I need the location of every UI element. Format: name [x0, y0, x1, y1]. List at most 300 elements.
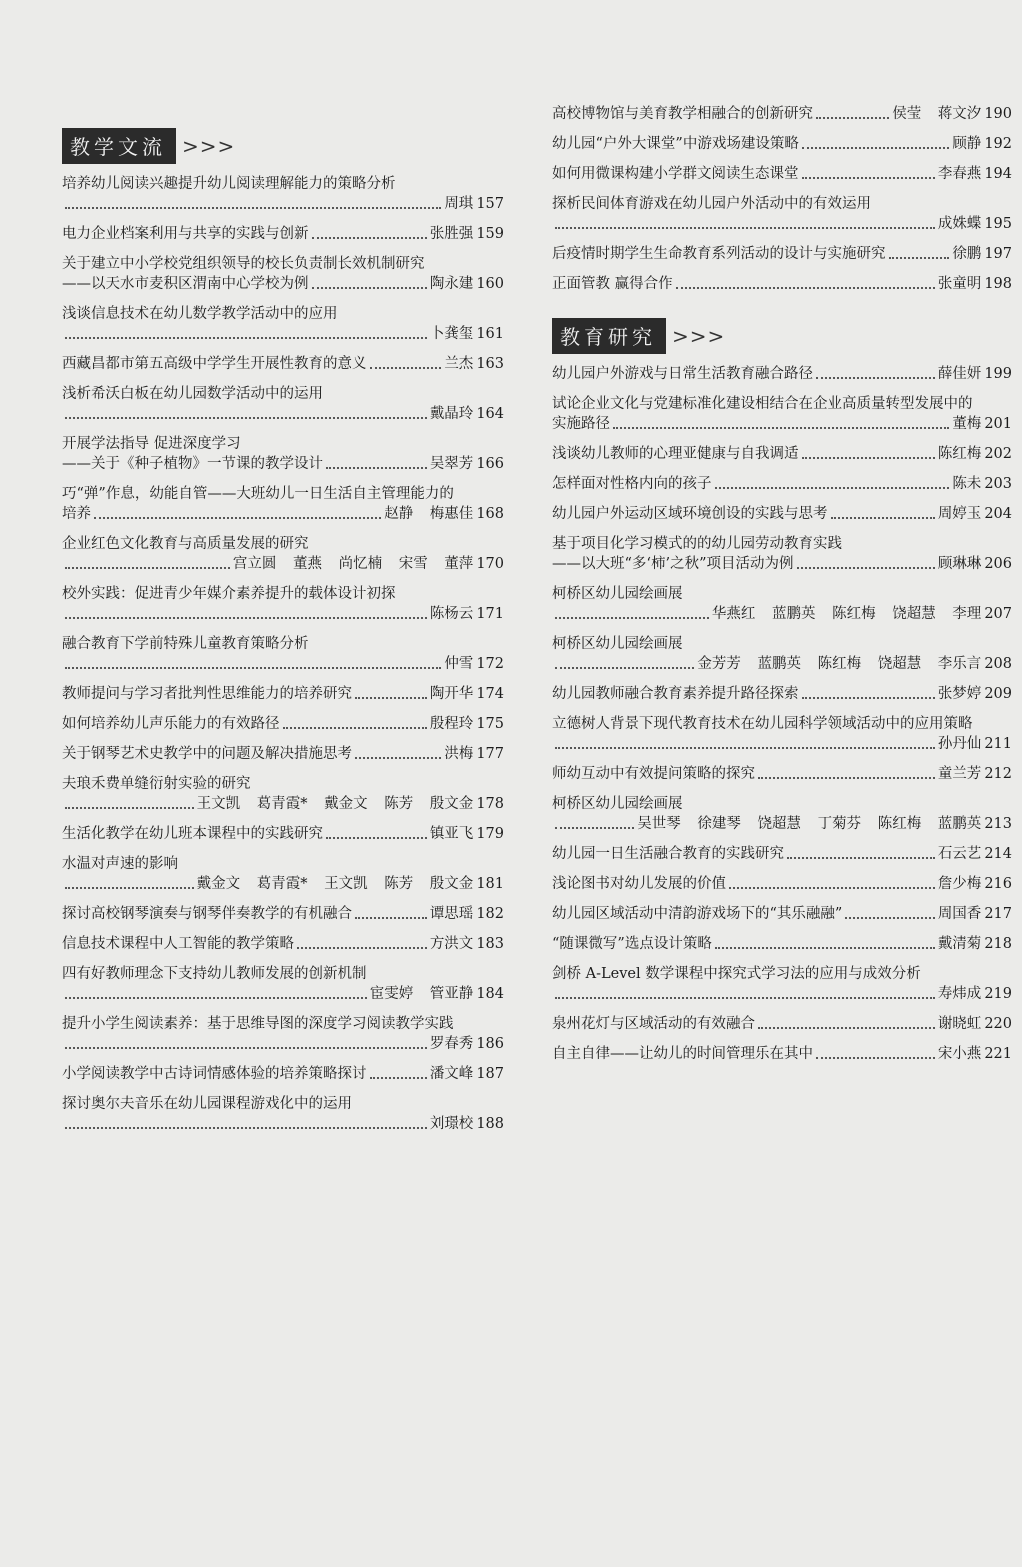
entry-title: 怎样面对性格内向的孩子: [552, 476, 712, 492]
toc-entry: [62, 304, 504, 344]
toc-title-line: [62, 224, 504, 244]
entry-authors: 顾静: [952, 136, 982, 152]
dot-leader: [65, 887, 194, 889]
toc-entry: [552, 364, 1012, 384]
toc-title-line: [552, 164, 1012, 184]
toc-title-line: [62, 504, 504, 524]
entry-authors: 赵静 梅惠佳: [384, 506, 474, 522]
page-number: 204: [984, 506, 1012, 522]
page-number: 209: [984, 686, 1012, 702]
entry-title: 探析民间体育游戏在幼儿园户外活动中的有效运用: [552, 196, 871, 212]
page-number: 186: [476, 1036, 504, 1052]
toc-entry: [552, 194, 1012, 234]
dot-leader: [65, 1127, 427, 1129]
toc-title-line: [552, 964, 1012, 984]
toc-title-line: [552, 794, 1012, 814]
toc-title-line: [62, 584, 504, 604]
entry-authors: 孙丹仙: [937, 736, 982, 752]
entry-title: 提升小学生阅读素养：基于思维导图的深度学习阅读教学实践: [62, 1016, 454, 1032]
entry-title: 开展学法指导 促进深度学习: [62, 436, 241, 452]
toc-title-line: [62, 774, 504, 794]
entry-authors: 宫立圆 董燕 尚忆楠 宋雪 董萍: [232, 556, 474, 572]
toc-title-line: [62, 964, 504, 984]
toc-title-line: [552, 874, 1012, 894]
entry-authors: 殷程玲: [429, 716, 474, 732]
toc-title-line: [62, 634, 504, 654]
entry-title: 探讨高校钢琴演奏与钢琴伴奏教学的有机融合: [62, 906, 352, 922]
entry-authors: 陶永建: [429, 276, 474, 292]
entry-authors: 周国香: [937, 906, 982, 922]
entry-title: 培养: [62, 506, 91, 522]
entry-title: 浅谈信息技术在幼儿数学教学活动中的应用: [62, 306, 338, 322]
page-number: 202: [984, 446, 1012, 462]
page-number: 194: [984, 166, 1012, 182]
entry-title: 幼儿园教师融合教育素养提升路径探索: [552, 686, 799, 702]
toc-author-line: [62, 794, 504, 814]
toc-entry: [62, 964, 504, 1004]
entry-title: 如何用微课构建小学群文阅读生态课堂: [552, 166, 799, 182]
toc-title-line: [552, 554, 1012, 574]
entry-title: 立德树人背景下现代教育技术在幼儿园科学领域活动中的应用策略: [552, 716, 973, 732]
entry-title: 浅析希沃白板在幼儿园数学活动中的运用: [62, 386, 323, 402]
entry-title: 生活化教学在幼儿班本课程中的实践研究: [62, 826, 323, 842]
toc-entry: [62, 584, 504, 624]
entry-authors: 顾琳琳: [937, 556, 982, 572]
dot-leader: [802, 697, 935, 699]
toc-title-line: [62, 824, 504, 844]
toc-entry: [552, 274, 1012, 294]
toc-author-line: [552, 814, 1012, 834]
page-number: 171: [476, 606, 504, 622]
entry-authors: 王文凯 葛青霞* 戴金文 陈芳 殷文金: [196, 796, 474, 812]
toc-title-line: [62, 534, 504, 554]
page-number: 170: [476, 556, 504, 572]
dot-leader: [802, 457, 935, 459]
section-arrow: >>>: [182, 134, 236, 158]
dot-leader: [555, 227, 935, 229]
entry-authors: 谢晓虹: [937, 1016, 982, 1032]
entry-title: 后疫情时期学生生命教育系列活动的设计与实施研究: [552, 246, 886, 262]
entry-title: 如何培养幼儿声乐能力的有效路径: [62, 716, 280, 732]
entry-authors: 张胜强: [429, 226, 474, 242]
toc-entry: [62, 904, 504, 924]
toc-entry: [62, 1094, 504, 1134]
dot-leader: [676, 287, 935, 289]
page-number: 195: [984, 216, 1012, 232]
entry-title: 培养幼儿阅读兴趣提升幼儿阅读理解能力的策略分析: [62, 176, 396, 192]
toc-title-line: [552, 534, 1012, 554]
entry-authors: 张梦婷: [937, 686, 982, 702]
toc-author-line: [62, 554, 504, 574]
dot-leader: [816, 117, 889, 119]
entry-authors: 镇亚飞: [429, 826, 474, 842]
entry-title: 夫琅禾费单缝衍射实验的研究: [62, 776, 251, 792]
toc-title-line: [552, 1044, 1012, 1064]
toc-title-line: [62, 254, 504, 274]
toc-author-line: [62, 654, 504, 674]
entry-authors: 潘文峰: [429, 1066, 474, 1082]
entry-title: 幼儿园“户外大课堂”中游戏场建设策略: [552, 136, 799, 152]
entry-title: 探讨奥尔夫音乐在幼儿园课程游戏化中的运用: [62, 1096, 352, 1112]
dot-leader: [831, 517, 935, 519]
toc-entry: [62, 774, 504, 814]
dot-leader: [758, 777, 935, 779]
entry-authors: 刘璟校: [429, 1116, 474, 1132]
toc-title-line: [62, 934, 504, 954]
dot-leader: [312, 237, 427, 239]
toc-entry: [552, 874, 1012, 894]
entry-title: 企业红色文化教育与高质量发展的研究: [62, 536, 309, 552]
toc-entry: [552, 244, 1012, 264]
entry-title: 浅谈幼儿教师的心理亚健康与自我调适: [552, 446, 799, 462]
entry-authors: 侯莹 蒋文汐: [892, 106, 982, 122]
toc-entry: [62, 1014, 504, 1054]
entry-authors: 吴翠芳: [429, 456, 474, 472]
toc-entry: [552, 104, 1012, 124]
page-number: 172: [476, 656, 504, 672]
toc-title-line: [62, 434, 504, 454]
page-number: 192: [984, 136, 1012, 152]
toc-title-line: [552, 764, 1012, 784]
dot-leader: [370, 367, 442, 369]
page-number: 217: [984, 906, 1012, 922]
toc-entry: [62, 934, 504, 954]
entry-authors: 兰杰: [444, 356, 474, 372]
entry-title: 剑桥 A-Level 数学课程中探究式学习法的应用与成效分析: [552, 966, 921, 982]
toc-entry: [62, 744, 504, 764]
toc-entry: [552, 1014, 1012, 1034]
toc-title-line: [552, 504, 1012, 524]
page-number: 213: [984, 816, 1012, 832]
entry-authors: 卜龚玺: [429, 326, 474, 342]
entry-title: 师幼互动中有效提问策略的探究: [552, 766, 755, 782]
section-arrow: >>>: [672, 324, 726, 348]
page-number: 206: [984, 556, 1012, 572]
toc-list: [552, 104, 1012, 294]
toc-title-line: [62, 1094, 504, 1114]
entry-authors: 华燕红 蓝鹏英 陈红梅 饶超慧 李理: [711, 606, 982, 622]
dot-leader: [555, 827, 634, 829]
entry-title: 信息技术课程中人工智能的教学策略: [62, 936, 294, 952]
toc-title-line: [552, 194, 1012, 214]
dot-leader: [94, 517, 381, 519]
page-number: 177: [476, 746, 504, 762]
toc-title-line: [62, 174, 504, 194]
entry-title: 柯桥区幼儿园绘画展: [552, 586, 683, 602]
entry-title: 正面管教 赢得合作: [552, 276, 673, 292]
dot-leader: [816, 1057, 935, 1059]
entry-title: 幼儿园户外运动区域环境创设的实践与思考: [552, 506, 828, 522]
entry-authors: 童兰芳: [937, 766, 982, 782]
dot-leader: [802, 177, 935, 179]
entry-authors: 方洪文: [429, 936, 474, 952]
toc-entry: [552, 844, 1012, 864]
toc-title-line: [552, 904, 1012, 924]
toc-title-line: [552, 934, 1012, 954]
toc-title-line: [552, 584, 1012, 604]
page-number: 211: [984, 736, 1012, 752]
dot-leader: [65, 567, 230, 569]
toc-author-line: [552, 604, 1012, 624]
entry-title: 试论企业文化与党建标准化建设相结合在企业高质量转型发展中的: [552, 396, 973, 412]
toc-entry: [552, 134, 1012, 154]
toc-author-line: [62, 404, 504, 424]
entry-title: 幼儿园一日生活融合教育的实践研究: [552, 846, 784, 862]
entry-title: 浅论图书对幼儿发展的价值: [552, 876, 726, 892]
toc-title-line: [552, 714, 1012, 734]
page-number: 219: [984, 986, 1012, 1002]
entry-title: “随课微写”选点设计策略: [552, 936, 712, 952]
toc-title-line: [552, 134, 1012, 154]
entry-title: 巧“弹”作息，幼能自管——大班幼儿一日生活自主管理能力的: [62, 486, 454, 502]
entry-authors: 戴金文 葛青霞* 王文凯 陈芳 殷文金: [196, 876, 474, 892]
dot-leader: [370, 1077, 427, 1079]
page-number: 163: [476, 356, 504, 372]
toc-entry: [62, 534, 504, 574]
page-number: 161: [476, 326, 504, 342]
toc-title-line: [552, 394, 1012, 414]
entry-authors: 罗春秀: [429, 1036, 474, 1052]
dot-leader: [355, 697, 427, 699]
toc-title-line: [62, 854, 504, 874]
dot-leader: [65, 1047, 427, 1049]
toc-title-line: [62, 1064, 504, 1084]
toc-title-line: [62, 354, 504, 374]
dot-leader: [312, 287, 427, 289]
page-number: 178: [476, 796, 504, 812]
dot-leader: [715, 947, 935, 949]
toc-title-line: [62, 274, 504, 294]
toc-author-line: [552, 654, 1012, 674]
entry-title: 幼儿园户外游戏与日常生活教育融合路径: [552, 366, 813, 382]
right-column: [552, 104, 1012, 1074]
toc-author-line: [62, 324, 504, 344]
toc-entry: [552, 584, 1012, 624]
page-number: 188: [476, 1116, 504, 1132]
dot-leader: [326, 837, 427, 839]
page-number: 157: [476, 196, 504, 212]
entry-authors: 戴清菊: [937, 936, 982, 952]
toc-author-line: [62, 604, 504, 624]
dot-leader: [758, 1027, 935, 1029]
toc-list: [62, 174, 504, 1134]
toc-entry: [62, 854, 504, 894]
toc-entry: [552, 534, 1012, 574]
toc-entry: [552, 714, 1012, 754]
entry-authors: 周婷玉: [937, 506, 982, 522]
toc-title-line: [552, 474, 1012, 494]
toc-entry: [552, 964, 1012, 1004]
toc-title-line: [552, 634, 1012, 654]
entry-authors: 石云艺: [937, 846, 982, 862]
page-number: 175: [476, 716, 504, 732]
entry-title: 西藏昌都市第五高级中学学生开展性教育的意义: [62, 356, 367, 372]
toc-entry: [552, 444, 1012, 464]
entry-title: ——关于《种子植物》一节课的教学设计: [62, 456, 323, 472]
entry-authors: 宋小燕: [937, 1046, 982, 1062]
page-number: 199: [984, 366, 1012, 382]
entry-authors: 寿炜成: [937, 986, 982, 1002]
toc-author-line: [552, 984, 1012, 1004]
toc-entry: [62, 714, 504, 734]
dot-leader: [297, 947, 427, 949]
page-number: 166: [476, 456, 504, 472]
entry-title: 柯桥区幼儿园绘画展: [552, 636, 683, 652]
toc-title-line: [552, 414, 1012, 434]
entry-title: 自主自律——让幼儿的时间管理乐在其中: [552, 1046, 813, 1062]
entry-authors: 周琪: [444, 196, 474, 212]
page-number: 179: [476, 826, 504, 842]
page-number: 201: [984, 416, 1012, 432]
entry-title: 电力企业档案利用与共享的实践与创新: [62, 226, 309, 242]
entry-authors: 陈红梅: [937, 446, 982, 462]
toc-title-line: [62, 684, 504, 704]
dot-leader: [555, 617, 709, 619]
entry-authors: 徐鹏: [952, 246, 982, 262]
toc-title-line: [552, 444, 1012, 464]
section-header-research: [552, 318, 1012, 354]
dot-leader: [555, 747, 935, 749]
toc-author-line: [552, 734, 1012, 754]
page-number: 218: [984, 936, 1012, 952]
toc-title-line: [552, 684, 1012, 704]
toc-entry: [552, 504, 1012, 524]
page-number: 220: [984, 1016, 1012, 1032]
toc-title-line: [552, 244, 1012, 264]
toc-title-line: [552, 104, 1012, 124]
entry-authors: 李春燕: [937, 166, 982, 182]
toc-entry: [552, 164, 1012, 184]
page-number: 187: [476, 1066, 504, 1082]
dot-leader: [65, 417, 427, 419]
page-number: 190: [984, 106, 1012, 122]
entry-authors: 成姝蝶: [937, 216, 982, 232]
dot-leader: [845, 917, 934, 919]
entry-title: 关于钢琴艺术史教学中的问题及解决措施思考: [62, 746, 352, 762]
page-number: 160: [476, 276, 504, 292]
entry-title: ——以大班“多‘柿’之秋”项目活动为例: [552, 556, 794, 572]
entry-title: 关于建立中小学校党组织领导的校长负责制长效机制研究: [62, 256, 425, 272]
dot-leader: [65, 337, 427, 339]
dot-leader: [283, 727, 427, 729]
dot-leader: [555, 667, 694, 669]
entry-title: 幼儿园区域活动中清韵游戏场下的“其乐融融”: [552, 906, 843, 922]
toc-entry: [552, 394, 1012, 434]
page-number: 214: [984, 846, 1012, 862]
toc-entry: [552, 634, 1012, 674]
toc-title-line: [62, 714, 504, 734]
section-title: 教学文流: [62, 128, 176, 164]
toc-entry: [62, 484, 504, 524]
toc-author-line: [62, 874, 504, 894]
dot-leader: [715, 487, 950, 489]
page-number: 184: [476, 986, 504, 1002]
toc-entry: [552, 684, 1012, 704]
entry-title: 基于项目化学习模式的的幼儿园劳动教育实践: [552, 536, 842, 552]
entry-title: 四有好教师理念下支持幼儿教师发展的创新机制: [62, 966, 367, 982]
dot-leader: [65, 807, 194, 809]
dot-leader: [355, 917, 427, 919]
toc-title-line: [62, 304, 504, 324]
page-number: 216: [984, 876, 1012, 892]
section-header-teaching: [62, 128, 504, 164]
toc-author-line: [62, 984, 504, 1004]
toc-entry: [62, 824, 504, 844]
dot-leader: [797, 567, 935, 569]
entry-authors: 陶开华: [429, 686, 474, 702]
toc-entry: [552, 1044, 1012, 1064]
toc-title-line: [552, 364, 1012, 384]
toc-entry: [62, 634, 504, 674]
entry-authors: 戴晶玲: [429, 406, 474, 422]
entry-title: 融合教育下学前特殊儿童教育策略分析: [62, 636, 309, 652]
page-number: 212: [984, 766, 1012, 782]
entry-authors: 洪梅: [444, 746, 474, 762]
dot-leader: [65, 207, 441, 209]
entry-title: 小学阅读教学中古诗词情感体验的培养策略探讨: [62, 1066, 367, 1082]
dot-leader: [787, 857, 935, 859]
toc-entry: [62, 354, 504, 374]
toc-list: [552, 364, 1012, 1064]
dot-leader: [65, 617, 427, 619]
page-number: 197: [984, 246, 1012, 262]
toc-entry: [62, 434, 504, 474]
dot-leader: [555, 997, 935, 999]
entry-title: 实施路径: [552, 416, 610, 432]
dot-leader: [65, 997, 367, 999]
entry-title: 高校博物馆与美育教学相融合的创新研究: [552, 106, 813, 122]
dot-leader: [729, 887, 935, 889]
toc-title-line: [62, 454, 504, 474]
entry-title: 柯桥区幼儿园绘画展: [552, 796, 683, 812]
left-column: [62, 128, 504, 1144]
toc-title-line: [62, 1014, 504, 1034]
page-number: 221: [984, 1046, 1012, 1062]
toc-entry: [552, 794, 1012, 834]
entry-title: 泉州花灯与区域活动的有效融合: [552, 1016, 755, 1032]
dot-leader: [65, 667, 441, 669]
entry-authors: 仲雪: [444, 656, 474, 672]
dot-leader: [613, 427, 949, 429]
toc-title-line: [62, 744, 504, 764]
dot-leader: [802, 147, 949, 149]
entry-title: ——以天水市麦积区渭南中心学校为例: [62, 276, 309, 292]
entry-authors: 宦雯婷 管亚静: [369, 986, 474, 1002]
entry-title: 教师提问与学习者批判性思维能力的培养研究: [62, 686, 352, 702]
page-number: 182: [476, 906, 504, 922]
page-number: 198: [984, 276, 1012, 292]
section-title: 教育研究: [552, 318, 666, 354]
toc-entry: [62, 224, 504, 244]
entry-title: 校外实践：促进青少年媒介素养提升的载体设计初探: [62, 586, 396, 602]
toc-title-line: [552, 274, 1012, 294]
dot-leader: [355, 757, 441, 759]
page-number: 207: [984, 606, 1012, 622]
entry-authors: 陈未: [952, 476, 982, 492]
dot-leader: [816, 377, 935, 379]
entry-authors: 金芳芳 蓝鹏英 陈红梅 饶超慧 李乐言: [697, 656, 982, 672]
entry-authors: 吴世琴 徐建琴 饶超慧 丁菊芬 陈红梅 蓝鹏英: [637, 816, 982, 832]
toc-entry: [62, 254, 504, 294]
page-number: 203: [984, 476, 1012, 492]
entry-title: 水温对声速的影响: [62, 856, 178, 872]
toc-entry: [552, 764, 1012, 784]
page-number: 164: [476, 406, 504, 422]
toc-author-line: [62, 1034, 504, 1054]
page-number: 174: [476, 686, 504, 702]
entry-authors: 谭思瑶: [429, 906, 474, 922]
dot-leader: [326, 467, 427, 469]
